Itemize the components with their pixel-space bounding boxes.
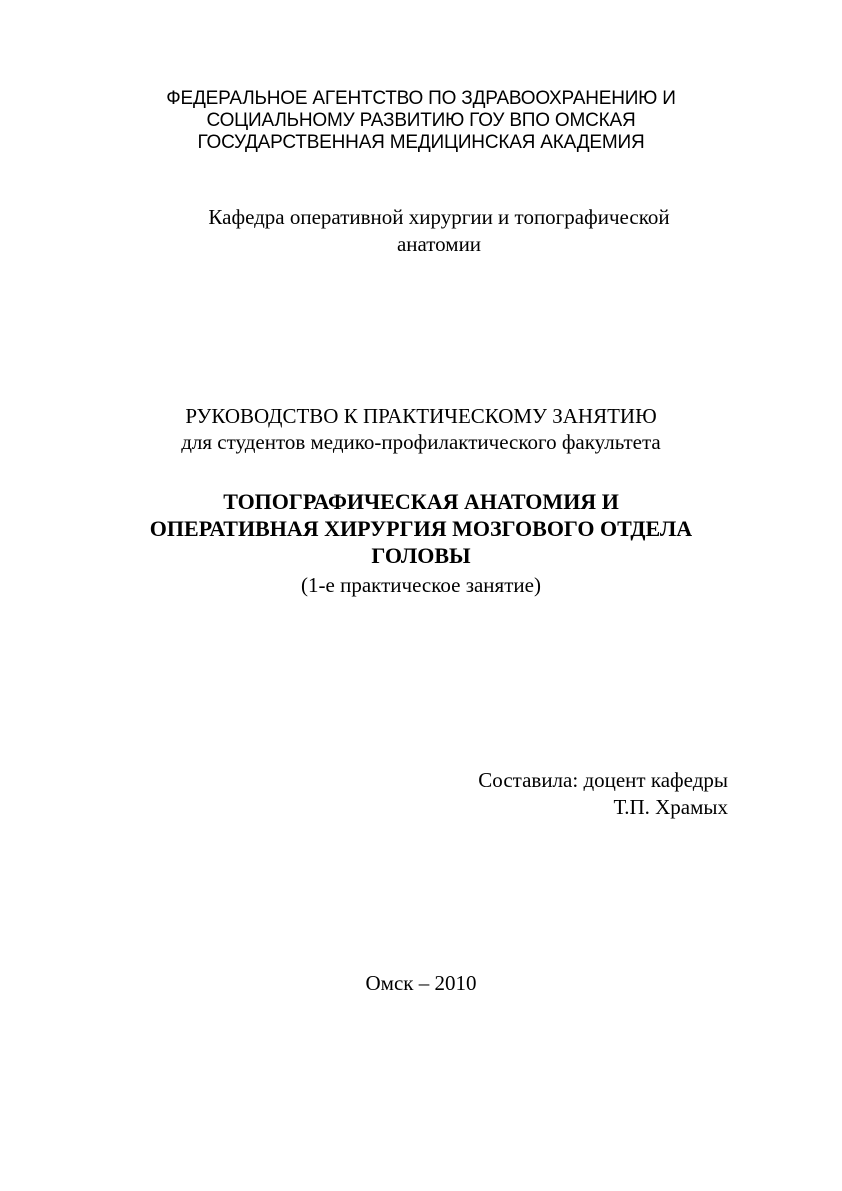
topic-line-2: ОПЕРАТИВНАЯ ХИРУРГИЯ МОЗГОВОГО ОТДЕЛА bbox=[149, 516, 693, 541]
session-label: (1-е практическое занятие) bbox=[301, 573, 541, 597]
agency-line-3: ГОСУДАРСТВЕННАЯ МЕДИЦИНСКАЯ АКАДЕМИЯ bbox=[197, 132, 645, 153]
guide-audience: для студентов медико-профилактического факультета bbox=[181, 430, 661, 454]
department-line-1: Кафедра оперативной хирургии и топографической bbox=[208, 205, 670, 229]
author-name: Т.П. Храмых bbox=[613, 795, 728, 819]
author-role: Составила: доцент кафедры bbox=[478, 768, 728, 792]
place-year: Омск – 2010 bbox=[365, 971, 477, 995]
topic-line-1: ТОПОГРАФИЧЕСКАЯ АНАТОМИЯ И bbox=[223, 489, 619, 514]
topic-line-3: ГОЛОВЫ bbox=[371, 543, 471, 568]
guide-title: РУКОВОДСТВО К ПРАКТИЧЕСКОМУ ЗАНЯТИЮ bbox=[185, 404, 657, 428]
agency-line-2: СОЦИАЛЬНОМУ РАЗВИТИЮ ГОУ ВПО ОМСКАЯ bbox=[206, 110, 636, 131]
department-line-2: анатомии bbox=[396, 232, 482, 256]
agency-line-1: ФЕДЕРАЛЬНОЕ АГЕНТСТВО ПО ЗДРАВООХРАНЕНИЮ И bbox=[166, 88, 676, 109]
